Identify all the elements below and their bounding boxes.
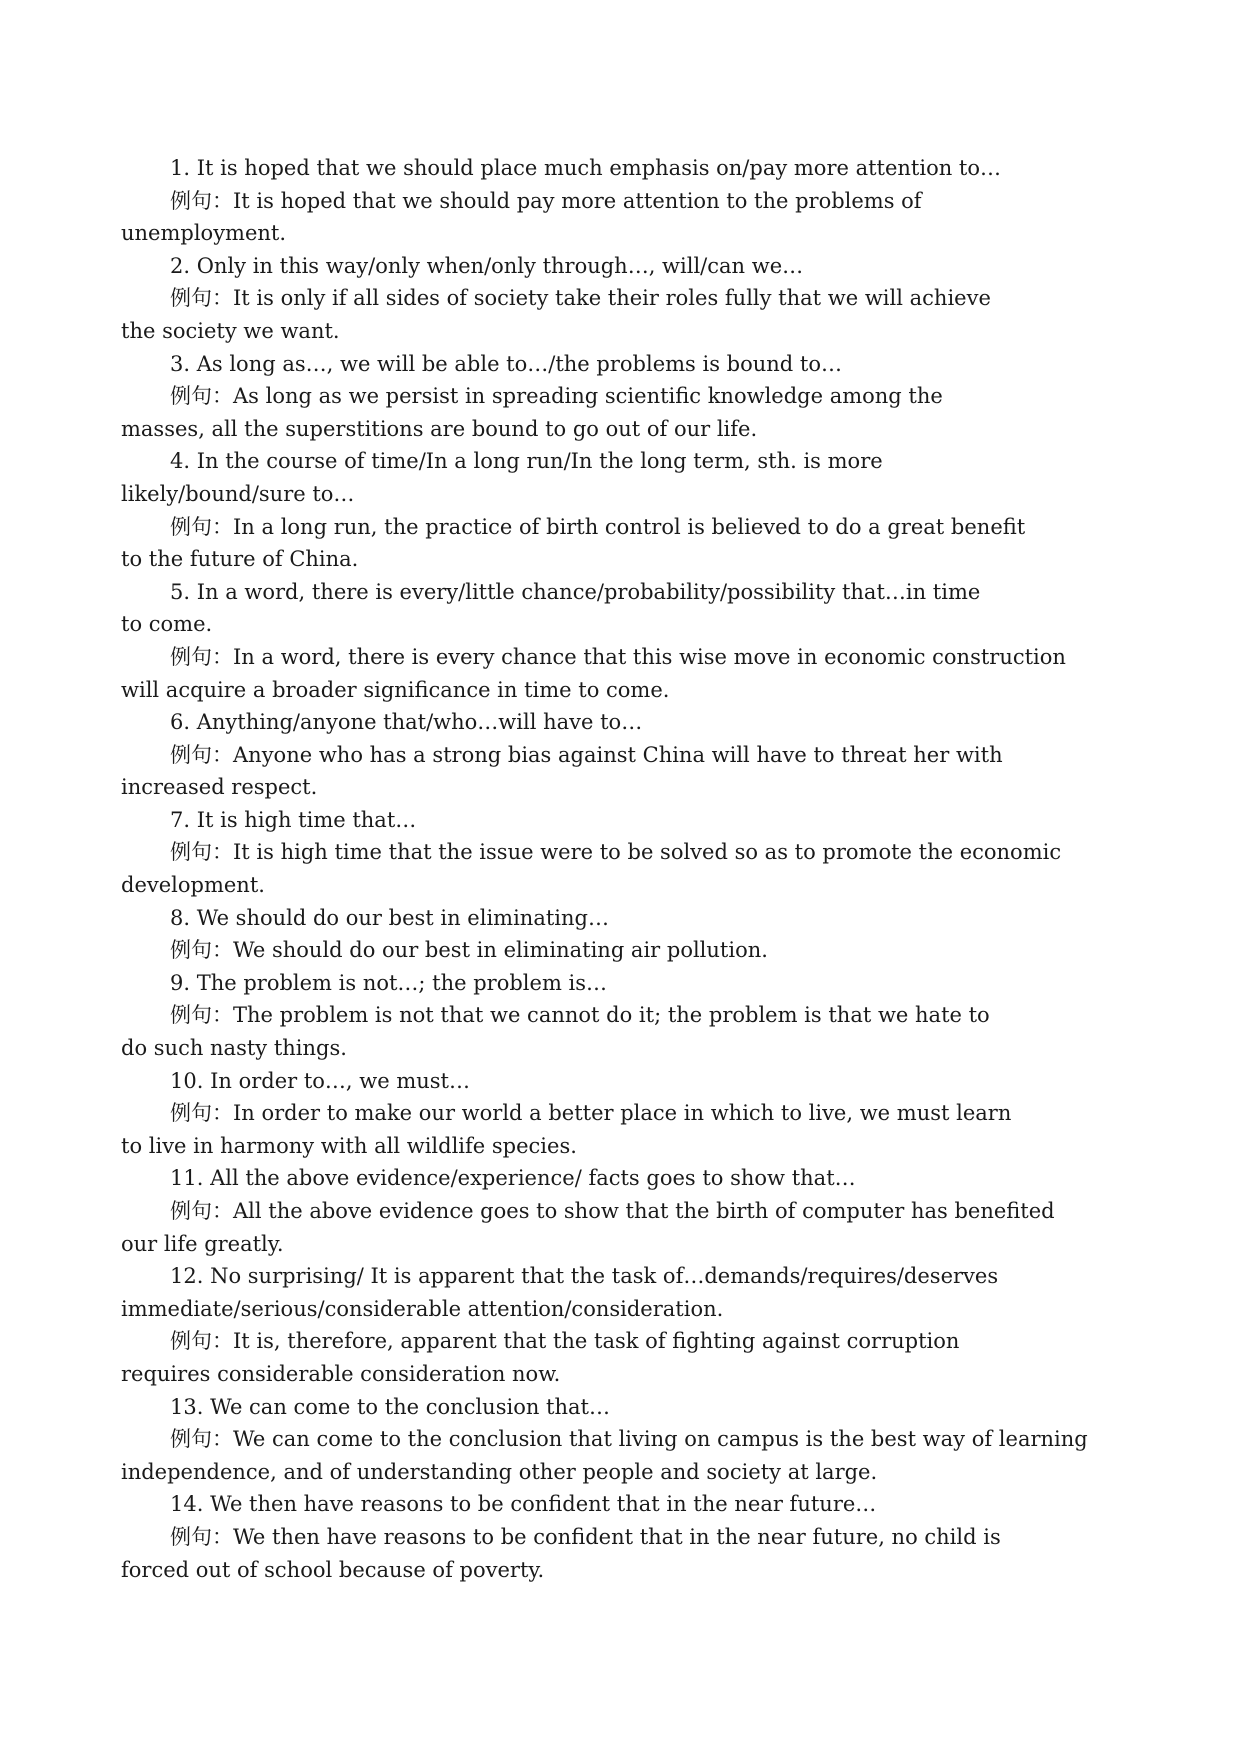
example-sentence-line: do such nasty things.: [121, 1036, 347, 1061]
example-text: As long as we persist in spreading scientific knowledge among the: [233, 384, 943, 409]
example-sentence-line: [121, 1195, 1221, 1228]
example-text: It is hoped that we should pay more attention to the problems of: [233, 188, 922, 213]
example-sentence-line: [121, 511, 1221, 544]
example-label: 例句：: [170, 1003, 233, 1028]
example-text: It is, therefore, apparent that the task of fighting against corruption: [233, 1329, 960, 1354]
example-text: Anyone who has a strong bias against China will have to threat her with: [233, 742, 1003, 767]
example-sentence-line: our life greatly.: [121, 1231, 284, 1256]
phrase-heading-line: 9. The problem is not…; the problem is…: [170, 970, 608, 995]
phrase-item: [121, 445, 1221, 575]
phrase-item: [121, 967, 1221, 1065]
example-text: We can come to the conclusion that living on campus is the best way of learning: [233, 1427, 1088, 1452]
phrase-item: [121, 152, 1221, 250]
example-label: 例句：: [170, 1427, 233, 1452]
example-text: It is only if all sides of society take their roles fully that we will achieve: [233, 286, 991, 311]
phrase-heading-line: 11. All the above evidence/experience/ facts goes to show that…: [170, 1166, 856, 1191]
example-label: 例句：: [170, 742, 233, 767]
example-sentence-line: to live in harmony with all wildlife species.: [121, 1133, 577, 1158]
phrase-heading-line: 1. It is hoped that we should place much emphasis on/pay more attention to…: [170, 156, 1002, 180]
phrase-item: [121, 1391, 1221, 1489]
example-label: 例句：: [170, 188, 233, 213]
example-sentence-line: the society we want.: [121, 318, 340, 343]
example-sentence-line: independence, and of understanding other people and society at large.: [121, 1459, 878, 1484]
example-label: 例句：: [170, 938, 233, 963]
phrase-heading-line: 6. Anything/anyone that/who…will have to…: [170, 710, 643, 735]
example-label: 例句：: [170, 1524, 233, 1549]
phrase-item: [121, 1065, 1221, 1163]
example-sentence-line: [121, 641, 1221, 674]
phrase-heading-line: likely/bound/sure to…: [121, 481, 355, 506]
example-sentence-line: [121, 380, 1221, 413]
phrase-item: [121, 902, 1221, 967]
phrase-item: [121, 576, 1221, 706]
phrase-heading-line: 3. As long as…, we will be able to…/the problems is bound to…: [170, 351, 842, 376]
phrase-item: [121, 348, 1221, 446]
phrase-item: [121, 804, 1221, 902]
phrase-heading-line: 12. No surprising/ It is apparent that the task of…demands/requires/deserves: [170, 1264, 999, 1289]
example-sentence-line: [121, 1521, 1221, 1554]
phrase-list: [121, 152, 1221, 1586]
phrase-heading-line: 14. We then have reasons to be confident that in the near future…: [170, 1492, 877, 1517]
phrase-heading-line: 5. In a word, there is every/little chance/probability/possibility that…in time: [170, 579, 981, 604]
example-sentence-line: masses, all the superstitions are bound to go out of our life.: [121, 416, 758, 441]
example-label: 例句：: [170, 514, 233, 539]
example-label: 例句：: [170, 286, 233, 311]
example-sentence-line: will acquire a broader significance in time to come.: [121, 677, 670, 702]
example-sentence-line: requires considerable consideration now.: [121, 1361, 561, 1386]
example-sentence-line: development.: [121, 873, 265, 898]
example-sentence-line: [121, 185, 1221, 218]
phrase-heading-line: 7. It is high time that…: [170, 807, 417, 832]
example-label: 例句：: [170, 1329, 233, 1354]
example-sentence-line: forced out of school because of poverty.: [121, 1557, 545, 1582]
example-sentence-line: increased respect.: [121, 775, 318, 800]
phrase-item: [121, 1260, 1221, 1390]
example-text: The problem is not that we cannot do it; the problem is that we hate to: [233, 1003, 990, 1028]
example-sentence-line: to the future of China.: [121, 547, 359, 572]
phrase-heading-line: 13. We can come to the conclusion that…: [170, 1394, 610, 1419]
example-text: We should do our best in eliminating air pollution.: [233, 938, 768, 963]
phrase-heading-line: 8. We should do our best in eliminating…: [170, 905, 609, 930]
example-text: In order to make our world a better place in which to live, we must learn: [233, 1101, 1012, 1126]
phrase-item: [121, 706, 1221, 804]
phrase-heading-line: 4. In the course of time/In a long run/In the long term, sth. is more: [170, 449, 883, 474]
phrase-heading-line: 10. In order to…, we must…: [170, 1068, 470, 1093]
example-text: It is high time that the issue were to be solved so as to promote the economic: [233, 840, 1062, 865]
phrase-heading-line: to come.: [121, 612, 213, 637]
example-text: In a word, there is every chance that this wise move in economic construction: [233, 644, 1066, 669]
example-sentence-line: [121, 1423, 1221, 1456]
example-text: We then have reasons to be confident that in the near future, no child is: [233, 1524, 1001, 1549]
example-label: 例句：: [170, 644, 233, 669]
example-sentence-line: [121, 739, 1221, 772]
phrase-heading-line: immediate/serious/considerable attention/consideration.: [121, 1296, 724, 1321]
example-text: All the above evidence goes to show that the birth of computer has benefited: [233, 1199, 1055, 1223]
example-label: 例句：: [170, 1199, 233, 1223]
example-sentence-line: [121, 1097, 1221, 1130]
example-text: In a long run, the practice of birth control is believed to do a great benefit: [233, 514, 1026, 539]
example-sentence-line: [121, 282, 1221, 315]
example-sentence-line: [121, 836, 1221, 869]
example-label: 例句：: [170, 1101, 233, 1126]
example-sentence-line: [121, 934, 1221, 967]
phrase-item: [121, 1162, 1221, 1260]
example-sentence-line: [121, 999, 1221, 1032]
example-label: 例句：: [170, 384, 233, 409]
phrase-item: [121, 1488, 1221, 1586]
phrase-heading-line: 2. Only in this way/only when/only through…, will/can we…: [170, 253, 804, 278]
example-label: 例句：: [170, 840, 233, 865]
example-sentence-line: unemployment.: [121, 221, 287, 246]
phrase-item: [121, 250, 1221, 348]
example-sentence-line: [121, 1325, 1221, 1358]
